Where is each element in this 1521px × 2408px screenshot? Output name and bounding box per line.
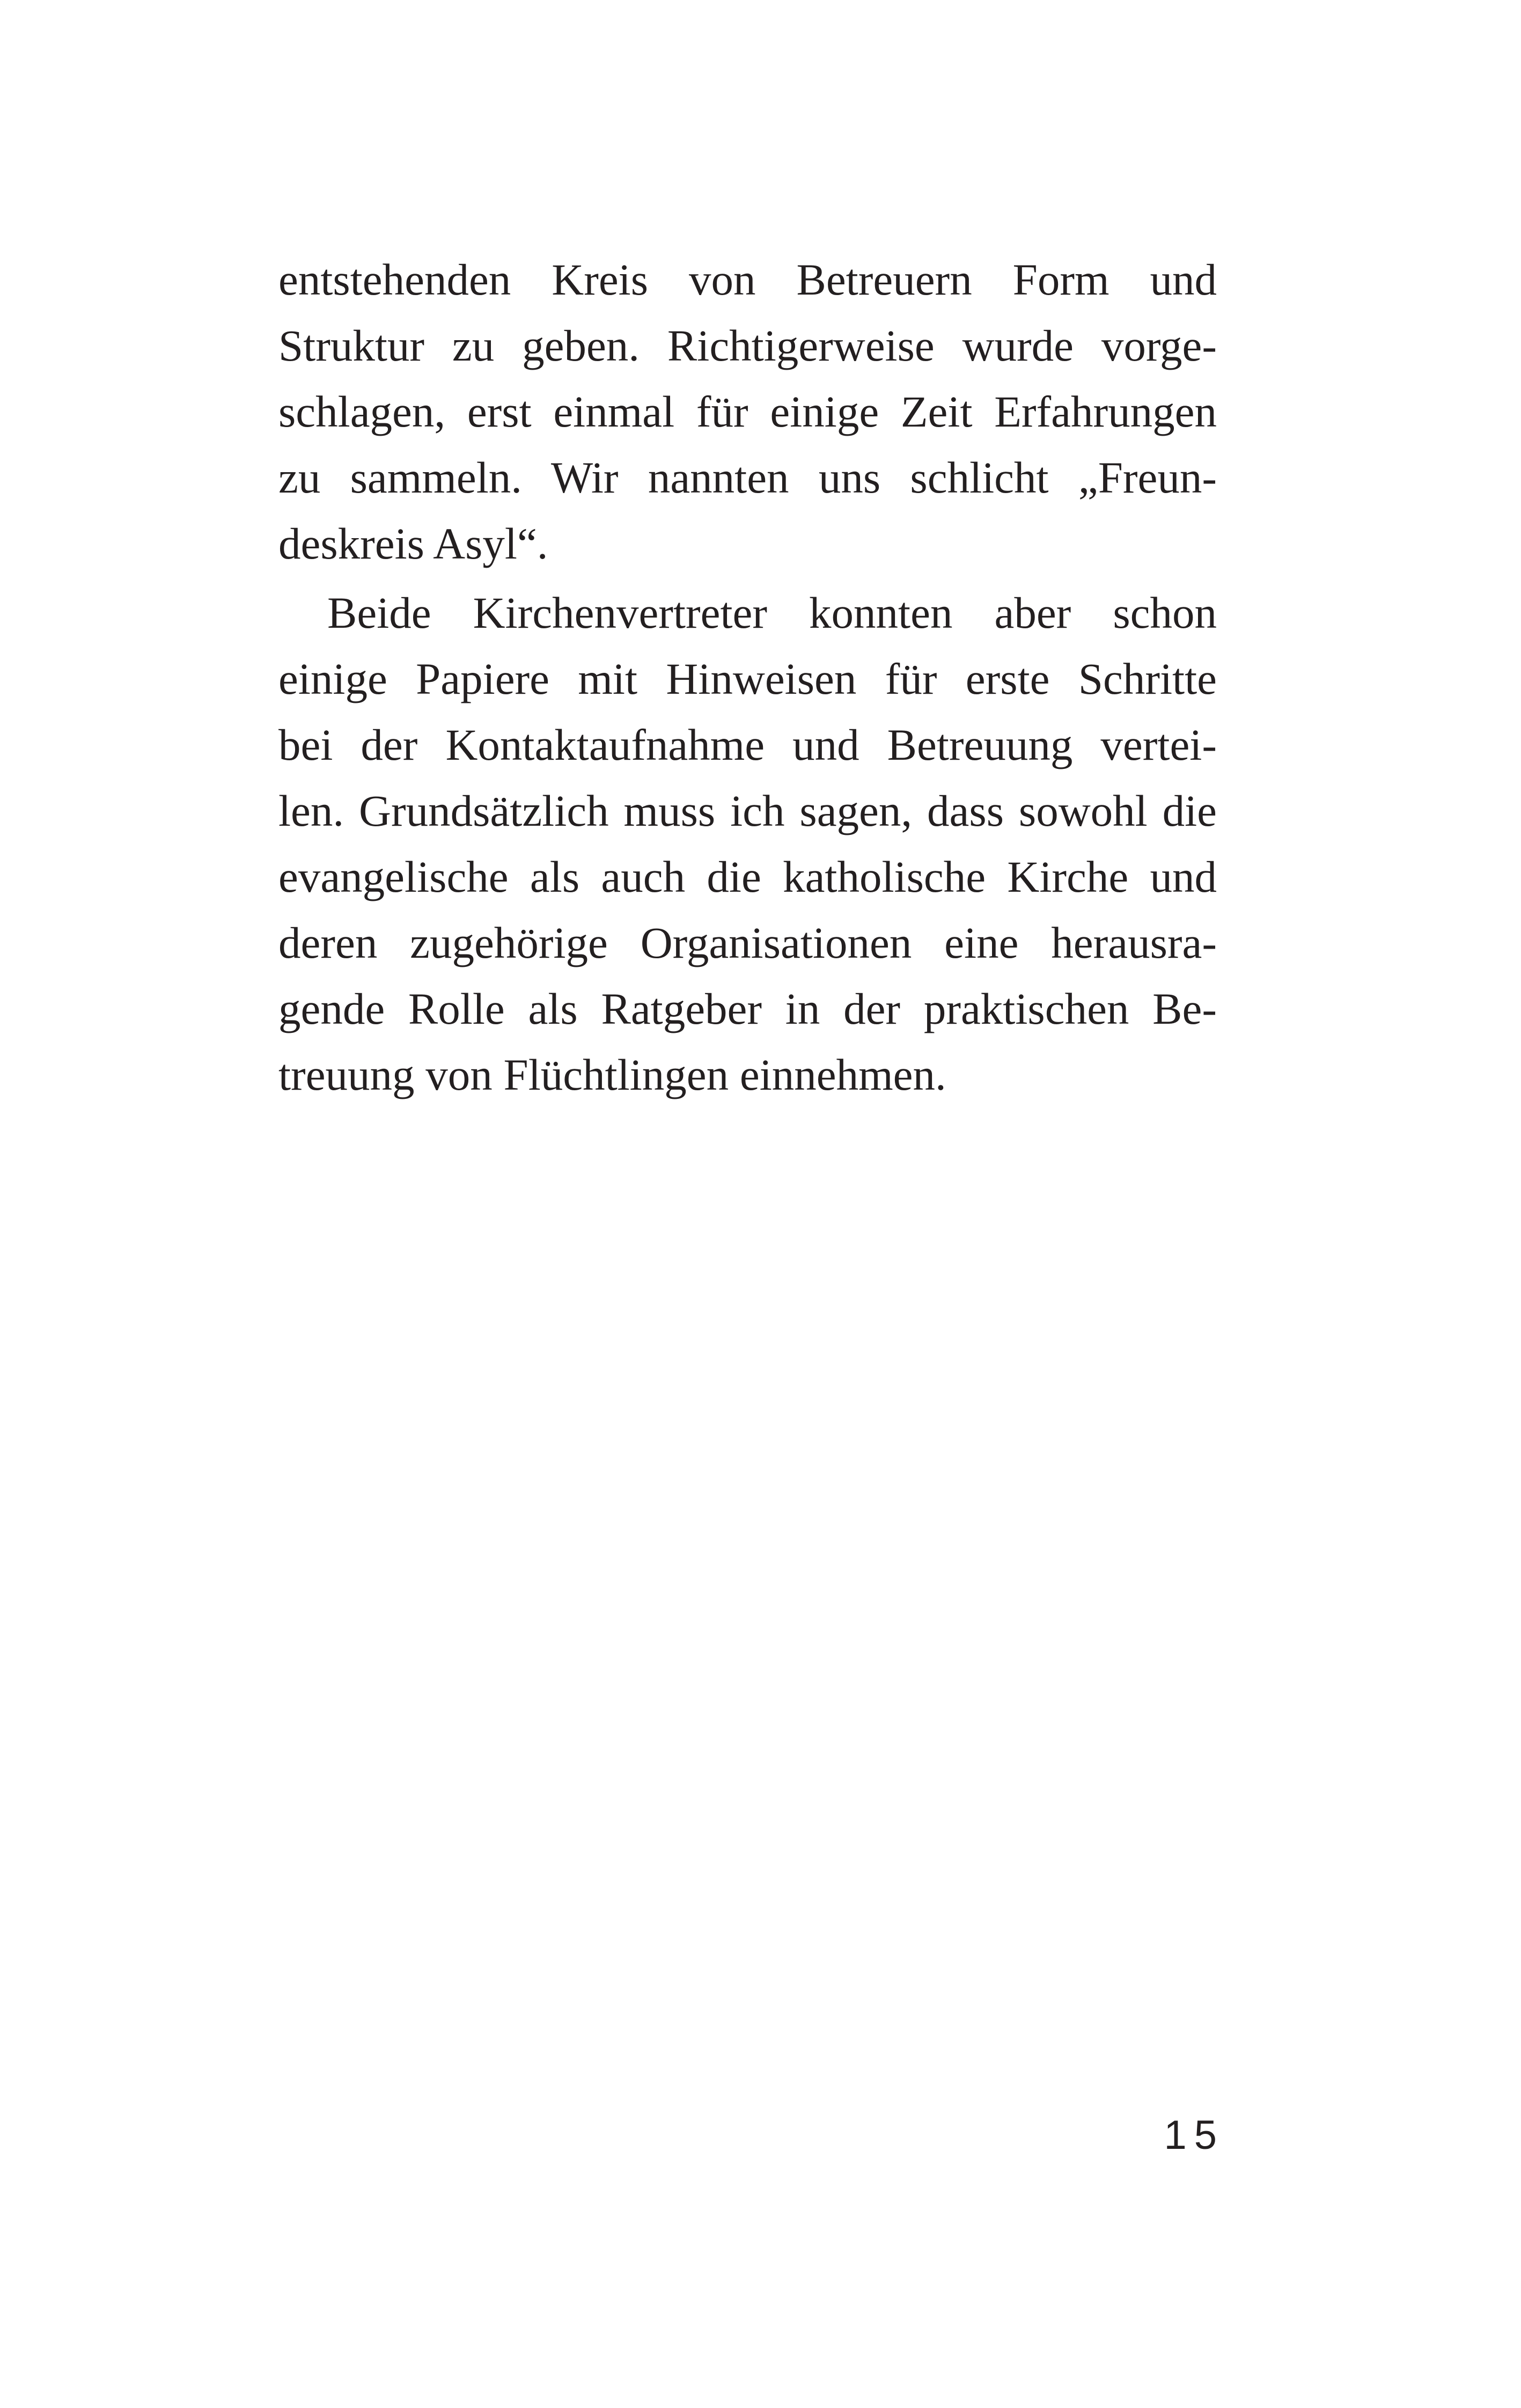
text-line: einige Papiere mit Hinweisen für erste Schritte xyxy=(278,654,1217,703)
paragraph-1 xyxy=(278,247,1217,577)
text-line: schlagen, erst einmal für einige Zeit Erfahrungen xyxy=(278,387,1217,436)
text-line: treuung von Flüchtlingen einnehmen. xyxy=(278,1050,946,1099)
text-line: Struktur zu geben. Richtigerweise wurde vorge- xyxy=(278,321,1217,370)
text-line: evangelische als auch die katholische Kirche und xyxy=(278,852,1217,901)
text-line: zu sammeln. Wir nannten uns schlicht „Freun- xyxy=(278,453,1217,502)
body-text xyxy=(278,247,1217,1108)
text-line: deren zugehörige Organisationen eine herausra- xyxy=(278,918,1217,967)
text-line: deskreis Asyl“. xyxy=(278,519,548,568)
text-line: Beide Kirchenvertreter konnten aber schon xyxy=(327,588,1217,637)
text-line: gende Rolle als Ratgeber in der praktischen Be- xyxy=(278,984,1217,1033)
text-line: bei der Kontaktaufnahme und Betreuung vertei- xyxy=(278,720,1217,769)
text-line: entstehenden Kreis von Betreuern Form und xyxy=(278,255,1217,304)
text-line: len. Grundsätzlich muss ich sagen, dass sowohl die xyxy=(278,786,1217,835)
paragraph-2 xyxy=(278,580,1217,1108)
page-number: 15 xyxy=(1164,2112,1224,2158)
